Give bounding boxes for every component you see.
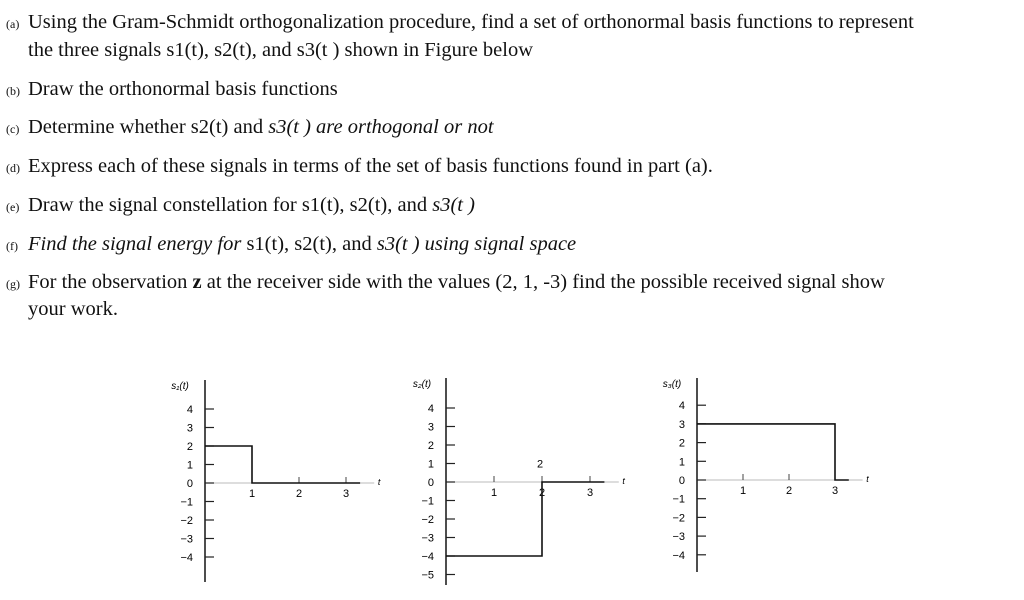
question-label: (e) [6,200,20,214]
y-axis-label: s₃(t) [662,379,682,390]
question-text: For the observation [28,271,193,293]
y-tick-label: 0 [427,477,434,489]
signal-waveform [446,482,604,556]
y-tick-label: −4 [672,549,685,562]
x-tick-label: 2 [295,488,303,500]
question-label: (d) [6,161,20,175]
y-tick-label: 1 [427,458,434,471]
y-tick-label: −4 [180,552,193,564]
y-tick-label: −3 [421,532,434,545]
y-tick-label: 1 [186,459,193,472]
question-text-italic: s3(t ) [432,194,475,216]
y-tick-label: −2 [672,512,685,525]
y-tick-label: 4 [186,404,193,416]
y-tick-label: −3 [180,533,193,546]
signal-waveform [697,424,849,480]
y-tick-label: 1 [678,456,685,469]
y-tick-label: 2 [186,441,193,453]
x-axis-label: t [622,476,625,486]
y-tick-label: 3 [427,421,434,434]
y-tick-label: 4 [678,400,685,413]
x-tick-label: 1 [490,487,498,499]
question-label: (f) [6,239,18,253]
signal-waveform [205,446,360,483]
y-axis-label: s₂(t) [412,379,432,390]
question-text: Express each of these signals in terms of the set of basis functions found in part (a). [28,155,713,177]
y-tick-label: −1 [180,496,193,509]
y-tick-label: 0 [186,478,193,490]
y-axis-label: s₁(t) [171,381,189,392]
question-text: Draw the signal constellation for s1(t), s2(t), and [28,194,433,216]
y-tick-label: −3 [672,531,685,544]
y-tick-label: 2 [678,437,685,450]
question-a-line2: the three signals s1(t), s2(t), and s3(t ) shown in Figure below [28,39,534,61]
question-text: Draw the orthonormal basis functions [28,78,338,100]
y-tick-label: −4 [421,551,434,563]
question-label: (a) [6,17,20,31]
question-label: (c) [6,122,20,136]
y-tick-label: −1 [672,493,685,506]
question-label: (g) [6,277,20,291]
y-tick-label: 4 [427,403,434,415]
question-g-line2: your work. [28,298,118,320]
x-tick-label: 1 [248,488,256,500]
question-text: Using the Gram-Schmidt orthogonalization procedure, find a set of orthonormal basis functions to represent [28,11,914,33]
signal-annotation: 2 [536,458,544,471]
question-text: Determine whether s2(t) and [28,116,269,138]
y-tick-label: 2 [427,440,434,452]
x-axis-label: t [866,474,869,484]
y-tick-label: 0 [678,475,685,487]
y-tick-label: 3 [186,422,193,435]
y-tick-label: −5 [421,569,434,582]
y-tick-label: −2 [421,514,434,526]
question-text-bold: z [192,271,202,293]
x-tick-label: 1 [739,485,747,497]
question-text-italic: Find the signal energy for [28,233,247,255]
question-text: at the receiver side with the values (2, 1, -3) find the possible received signal show [201,271,885,293]
question-text: s1(t), s2(t), and [246,233,377,255]
x-tick-label: 3 [586,487,594,499]
x-tick-label: 2 [538,487,546,499]
x-tick-label: 3 [831,485,839,497]
question-label: (b) [6,84,20,98]
x-tick-label: 3 [342,488,350,500]
question-text-italic: s3(t ) are orthogonal or not [268,116,494,138]
question-text-italic: s3(t ) using signal space [376,233,577,255]
x-tick-label: 2 [785,485,793,497]
y-tick-label: −1 [421,495,434,508]
y-tick-label: −2 [180,515,193,527]
x-axis-label: t [377,477,381,487]
y-tick-label: 3 [678,418,685,431]
